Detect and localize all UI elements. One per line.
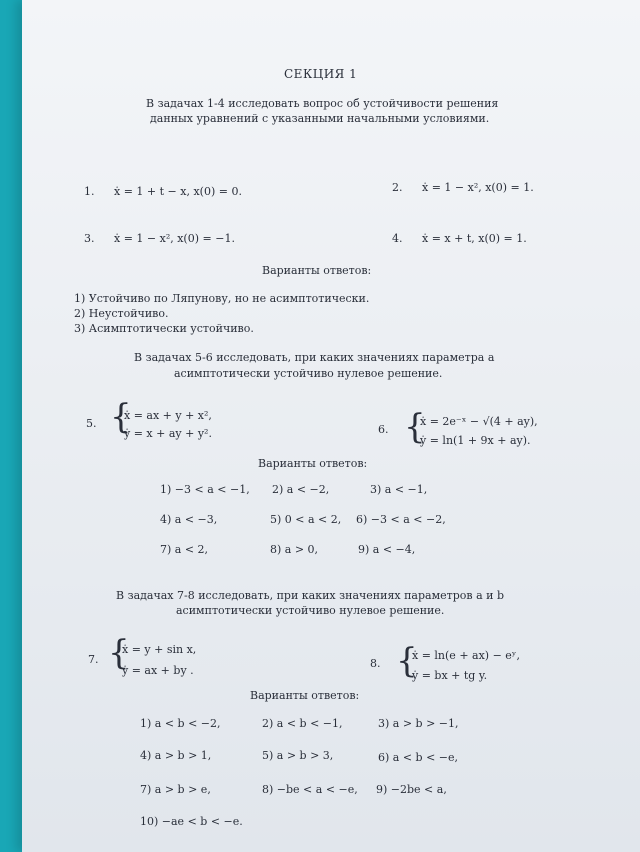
problem-2-number: 2. (392, 181, 403, 194)
section2-answer-6: 6) −3 < a < −2, (356, 513, 446, 526)
section3-answer-5: 5) a > b > 3, (262, 749, 334, 762)
problem-3-number: 3. (84, 232, 95, 245)
problem-7-equation-2: ẏ = ax + by . (122, 664, 194, 677)
problem-3-equation: ẋ = 1 − x², x(0) = −1. (114, 232, 235, 245)
section3-answer-10: 10) −ae < b < −e. (140, 815, 243, 828)
problem-8-equation-1: ẋ = ln(e + ax) − eʸ, (412, 649, 520, 662)
section2-answer-5: 5) 0 < a < 2, (270, 513, 342, 526)
section2-answers-title: Варианты ответов: (258, 457, 368, 470)
section1-answers-title: Варианты ответов: (262, 264, 372, 277)
section3-intro-line1: В задачах 7-8 исследовать, при каких значениях параметров a и b (116, 589, 505, 602)
problem-6-brace: { (404, 407, 426, 447)
problem-6-equation-1: ẋ = 2e⁻ˣ − √(4 + ay), (420, 415, 538, 428)
section2-answer-7: 7) a < 2, (160, 543, 209, 556)
problem-7-equation-1: ẋ = y + sin x, (122, 643, 197, 656)
section2-intro-line2: асимптотически устойчиво нулевое решение. (174, 367, 443, 380)
section1-intro-line2: данных уравнений с указанными начальными условиями. (150, 112, 490, 125)
problem-1-equation: ẋ = 1 + t − x, x(0) = 0. (114, 185, 242, 198)
section2-answer-2: 2) a < −2, (272, 483, 330, 496)
problem-6-number: 6. (378, 423, 389, 436)
section3-answer-1: 1) a < b < −2, (140, 717, 221, 730)
section2-intro-line1: В задачах 5-6 исследовать, при каких значениях параметра a (134, 351, 495, 364)
section-title: СЕКЦИЯ 1 (284, 67, 358, 81)
section1-answer-2: 2) Неустойчиво. (74, 307, 169, 320)
section3-answer-7: 7) a > b > e, (140, 783, 211, 796)
problem-6-equation-2: ẏ = ln(1 + 9x + ay). (420, 434, 531, 447)
problem-5-number: 5. (86, 417, 97, 430)
section3-answer-6: 6) a < b < −e, (378, 751, 459, 764)
section3-answer-9: 9) −2be < a, (376, 783, 447, 796)
section3-answer-8: 8) −be < a < −e, (262, 783, 358, 796)
problem-5-equation-2: ẏ = x + ay + y². (124, 427, 212, 440)
section2-answer-3: 3) a < −1, (370, 483, 428, 496)
problem-4-equation: ẋ = x + t, x(0) = 1. (422, 232, 527, 245)
problem-8-number: 8. (370, 657, 381, 670)
problem-7-brace: { (108, 633, 130, 673)
problem-5-equation-1: ẋ = ax + y + x², (124, 409, 212, 422)
problem-1-number: 1. (84, 185, 95, 198)
problem-8-brace: { (396, 641, 418, 681)
problem-7-number: 7. (88, 653, 99, 666)
section2-answer-8: 8) a > 0, (270, 543, 319, 556)
section2-answer-9: 9) a < −4, (358, 543, 416, 556)
section1-answer-1: 1) Устойчиво по Ляпунову, но не асимптотически. (74, 292, 370, 305)
problem-2-equation: ẋ = 1 − x², x(0) = 1. (422, 181, 534, 194)
problem-5-brace: { (110, 397, 132, 437)
section3-intro-line2: асимптотически устойчиво нулевое решение. (176, 604, 445, 617)
section2-answer-1: 1) −3 < a < −1, (160, 483, 250, 496)
section3-answer-4: 4) a > b > 1, (140, 749, 212, 762)
problem-8-equation-2: ẏ = bx + tg y. (412, 669, 488, 682)
section3-answer-3: 3) a > b > −1, (378, 717, 459, 730)
section2-answer-4: 4) a < −3, (160, 513, 218, 526)
section3-answers-title: Варианты ответов: (250, 689, 360, 702)
section1-answer-3: 3) Асимптотически устойчиво. (74, 322, 254, 335)
section1-intro-line1: В задачах 1-4 исследовать вопрос об устойчивости решения (146, 97, 499, 110)
problem-4-number: 4. (392, 232, 403, 245)
section3-answer-2: 2) a < b < −1, (262, 717, 343, 730)
